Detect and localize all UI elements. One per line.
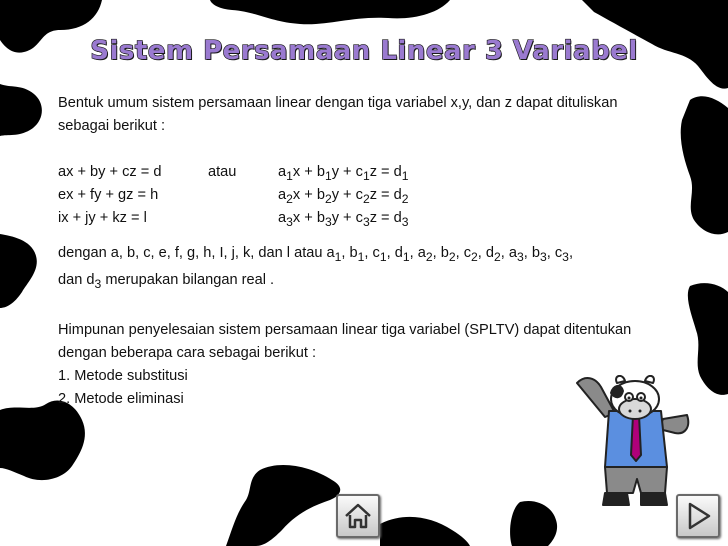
general-equation: ax + by + cz = d (58, 164, 162, 180)
indexed-equation: $a_3x + b_3y + c_3z = d_3$ (278, 210, 409, 229)
play-triangle-icon (678, 496, 718, 536)
home-button[interactable] (336, 494, 380, 538)
spacer (58, 296, 638, 319)
cow-mascot-illustration (575, 375, 693, 507)
connector-word: atau (208, 164, 237, 180)
general-equation: ex + fy + gz = h (58, 187, 159, 203)
equation-row (58, 207, 638, 230)
spacer (58, 138, 638, 161)
next-button[interactable] (676, 494, 720, 538)
slide-body (58, 92, 638, 411)
indexed-equation: $a_2x + b_2y + c_2z = d_2$ (278, 187, 409, 206)
general-equation: ix + jy + kz = l (58, 210, 147, 226)
method-item: 1. Metode substitusi (58, 367, 188, 384)
method-item: 2. Metode eliminasi (58, 390, 184, 407)
slide-title: Sistem Persamaan Linear 3 Variabel (90, 36, 638, 66)
equation-row (58, 161, 638, 184)
indexed-equation: $a_1x + b_1y + c_1z = d_1$ (278, 164, 409, 183)
methods-intro: Himpunan penyelesaian sistem persamaan linear tiga variabel (SPLTV) dapat ditentukan dengan beberapa cara sebagai berikut : (58, 321, 632, 361)
intro-paragraph: Bentuk umum sistem persamaan linear dengan tiga variabel x,y, dan z dapat dituliskan sebagai berikut : (58, 95, 618, 134)
equation-row (58, 184, 638, 207)
coefficients-note: dengan a, b, c, e, f, g, h, I, j, k, dan l atau $a_1$, $b_1$, $c_1$, $d_1$, $a_2$, $b_2$, $c_2$, $d_2$, $a_3$, $b_3$, $c_3$, dan $d_3$ merupakan bilangan real . (58, 245, 573, 291)
home-icon (338, 496, 378, 536)
